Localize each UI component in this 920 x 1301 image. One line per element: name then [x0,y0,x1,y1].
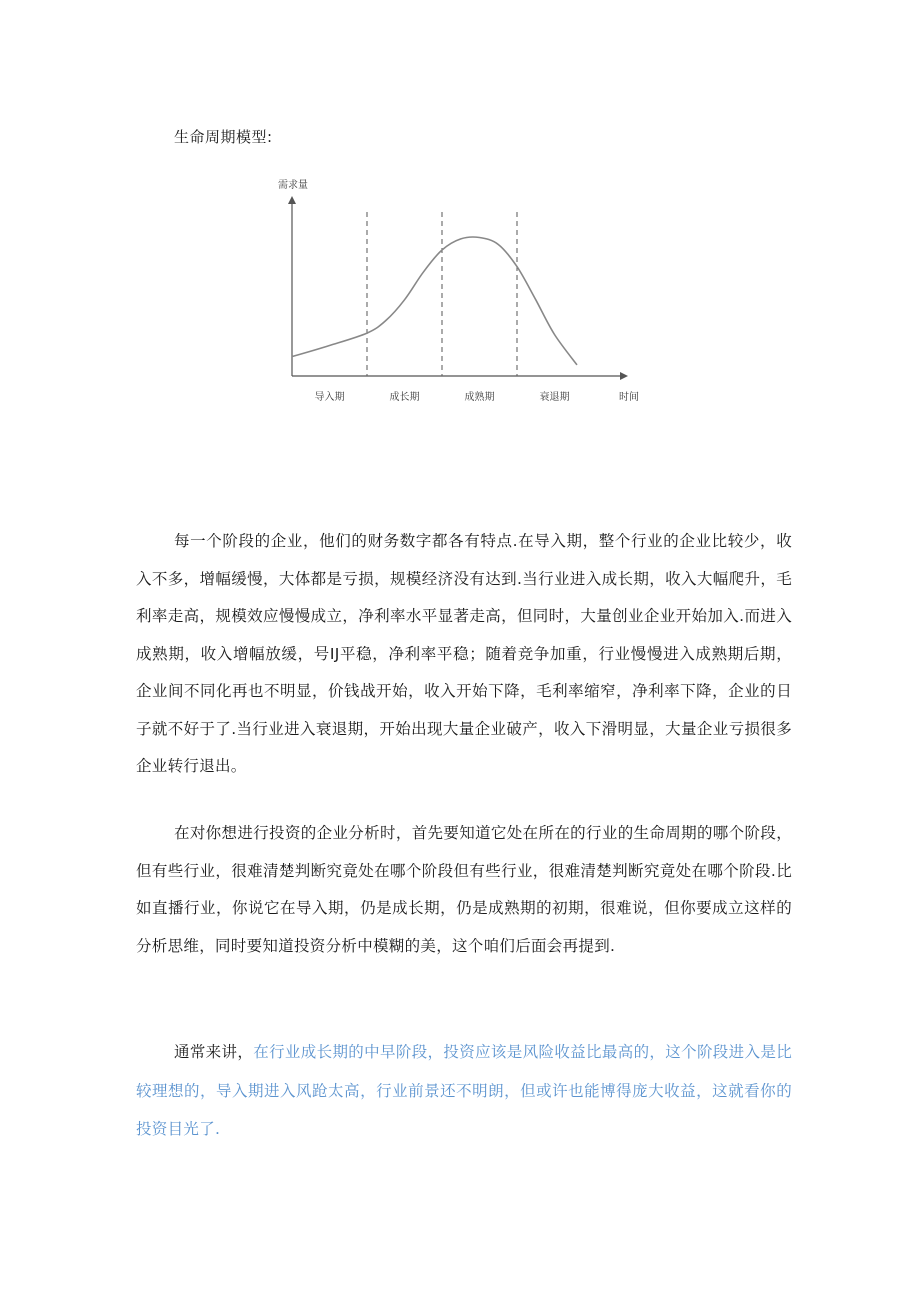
x-axis-arrow [620,372,628,380]
stage-label-2: 成长期 [389,392,420,403]
closing-lead: 通常来讲， [173,1043,254,1061]
paragraph-closing [136,1033,792,1149]
y-axis-label: 需求量 [278,180,308,191]
section-heading: 生命周期模型: [174,128,273,146]
paragraph-analysis: 在对你想进行投资的企业分析时，首先要知道它处在所在的行业的生命周期的哪个阶段，但有些行业，很难清楚判断究竟处在哪个阶段但有些行业，很难清楚判断究竟处在哪个阶段.比如直播行业，你说它在导入期，仍是成长期，仍是成熟期的初期，很难说，但你要成立这样的分析思维，同时要知道投资分析中模糊的美，这个咱们后面会再提到. [136,824,792,955]
stage-label-1: 导入期 [314,392,345,403]
closing-highlight: 在行业成长期的中早阶段，投资应该是风险收益比最高的，这个阶段进入是比较理想的，导入期进入风跄太高，行业前景还不明朗，但或许也能博得庞大收益，这就看你的投资目光了. [136,1043,792,1138]
demand-curve [292,237,577,365]
x-axis-label: 时间 [619,392,639,403]
lifecycle-chart [270,170,650,410]
stage-label-4: 衰退期 [539,392,570,403]
y-axis-arrow [288,196,296,204]
stage-label-3: 成熟期 [464,392,495,403]
paragraph-stage-finance: 每一个阶段的企业，他们的财务数字都各有特点.在导入期，整个行业的企业比较少，收入不多，增幅缓慢，大体都是亏损，规模经济没有达到.当行业进入成长期，收入大幅爬升，毛利率走高，规模效应慢慢成立，净利率水平显著走高，但同时，大量创业企业开始加入.而进入成熟期，收入增幅放缓，号IJ平稳，净利率平稳；随着竞争加重，行业慢慢进入成熟期后期，企业间不同化再也不明显，价钱战开始，收入开始下降，毛利率缩窄，净利率下降，企业的日子就不好于了.当行业进入衰退期，开始出现大量企业破产，收入下滑明显，大量企业亏损很多企业转行退出。 [136,532,792,775]
